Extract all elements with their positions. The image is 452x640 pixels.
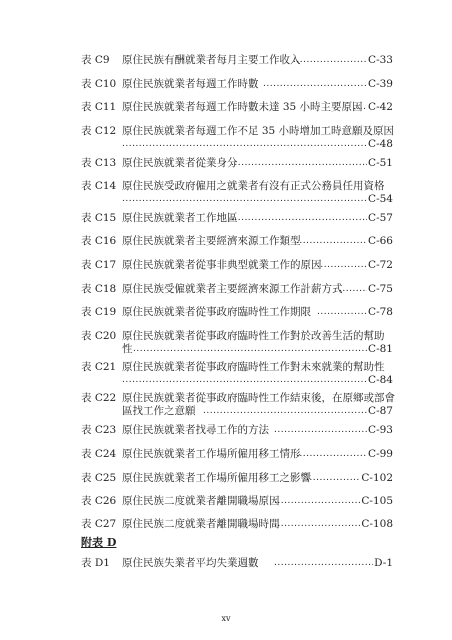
table-label: 表 C11 — [81, 101, 117, 113]
toc-entry[interactable] — [81, 330, 393, 356]
table-label: 表 C27 — [81, 518, 117, 530]
toc-entry[interactable] — [81, 259, 393, 272]
table-label: 表 C12 — [81, 125, 117, 137]
toc-entry[interactable] — [81, 472, 393, 485]
page-footer-number: xv — [221, 614, 231, 623]
table-title: 原住民族就業者從事政府臨時性工作結束後，在原鄉或部會 — [122, 392, 395, 404]
page-number: C-75 — [368, 283, 393, 295]
table-title: 原住民族二度就業者離開職場原因 — [122, 495, 280, 507]
page-number: C-81 — [368, 343, 393, 355]
page-number: C-57 — [368, 212, 393, 224]
toc-entry[interactable] — [81, 361, 393, 387]
page-number: D-1 — [374, 557, 393, 569]
table-title: 原住民族受政府僱用之就業者有沒有正式公務員任用資格 — [122, 180, 385, 192]
table-label: 表 C9 — [81, 54, 110, 66]
table-label: 表 C16 — [81, 235, 117, 247]
page-number: C-66 — [368, 235, 393, 247]
toc-entry[interactable] — [81, 392, 393, 418]
toc-entry[interactable] — [81, 235, 393, 248]
table-label: 表 C20 — [81, 330, 117, 342]
page-number: C-93 — [368, 424, 393, 436]
page-number: C-87 — [368, 405, 393, 417]
page-number: C-51 — [368, 157, 393, 169]
toc-entry[interactable] — [81, 306, 393, 319]
table-label: 表 C17 — [81, 259, 117, 271]
toc-entry[interactable] — [81, 54, 393, 67]
table-title: 原住民族就業者找尋工作的方法 — [122, 424, 269, 436]
toc-entry[interactable] — [81, 495, 393, 508]
page-number: C-48 — [368, 138, 393, 150]
toc-entry[interactable] — [81, 283, 393, 296]
toc-entry[interactable] — [81, 424, 393, 437]
page-number: C-105 — [361, 495, 393, 507]
table-label: 表 C18 — [81, 283, 117, 295]
page-number: C-54 — [368, 193, 393, 205]
table-title: 原住民族就業者每週工作時數 — [122, 78, 259, 90]
toc-entry[interactable] — [81, 448, 393, 461]
table-title: 原住民族就業者每週工作時數未達 35 小時主要原因 — [122, 101, 363, 113]
table-title: 原住民族就業者工作場所僱用移工之影響 — [122, 472, 311, 484]
page-number: C-39 — [368, 78, 393, 90]
table-title: 原住民族二度就業者離開職場時間 — [122, 518, 280, 530]
appendix-heading[interactable]: 附表 D — [81, 536, 117, 549]
page-number: C-78 — [368, 306, 393, 318]
table-label: 表 C19 — [81, 306, 117, 318]
table-label: 表 C24 — [81, 448, 117, 460]
table-title: 原住民族受僱就業者主要經濟來源工作計薪方式 — [122, 283, 343, 295]
table-label: 表 C14 — [81, 180, 117, 192]
table-title: 原住民族有酬就業者每月主要工作收入 — [122, 54, 301, 66]
toc-entry[interactable] — [81, 125, 393, 151]
table-label: 表 D1 — [81, 557, 110, 569]
table-title: 原住民族就業者從事非典型就業工作的原因 — [122, 259, 322, 271]
toc-entry[interactable] — [81, 180, 393, 206]
table-title: 原住民族就業者工作地區 — [122, 212, 238, 224]
table-label: 表 C10 — [81, 78, 117, 90]
table-title: 原住民族就業者從事政府臨時性工作對於改善生活的幫助 — [122, 330, 385, 342]
table-label: 表 C15 — [81, 212, 117, 224]
table-label: 表 C13 — [81, 157, 117, 169]
table-title: 原住民族失業者平均失業週數 — [122, 557, 259, 569]
toc-entry[interactable] — [81, 157, 393, 170]
table-label: 表 C23 — [81, 424, 117, 436]
table-title: 原住民族就業者工作場所僱用移工情形 — [122, 448, 301, 460]
page-number: C-99 — [368, 448, 393, 460]
table-title: 原住民族就業者每週工作不足 35 小時增加工時意願及原因 — [122, 125, 395, 137]
table-label: 表 C21 — [81, 361, 117, 373]
toc-entry[interactable] — [81, 101, 393, 114]
page-number: C-42 — [368, 101, 393, 113]
toc-entry[interactable] — [81, 518, 393, 531]
toc-entry[interactable] — [81, 212, 393, 225]
table-label: 表 C22 — [81, 392, 117, 404]
page-number: C-108 — [361, 518, 393, 530]
table-title-continued: 區找工作之意願 — [122, 405, 196, 417]
page-number: C-33 — [368, 54, 393, 66]
table-label: 表 C26 — [81, 495, 117, 507]
table-title: 原住民族就業者從事政府臨時性工作期限 — [122, 306, 311, 318]
table-title-continued: 性 — [122, 343, 133, 355]
page-number: C-72 — [368, 259, 393, 271]
table-title: 原住民族就業者從事政府臨時性工作對未來就業的幫助性 — [122, 361, 385, 373]
toc-entry[interactable] — [81, 78, 393, 91]
page-number: C-102 — [361, 472, 393, 484]
table-title: 原住民族就業者主要經濟來源工作類型 — [122, 235, 301, 247]
toc-entry[interactable] — [81, 557, 393, 570]
page-number: C-84 — [368, 374, 393, 386]
table-title: 原住民族就業者從業身分 — [122, 157, 238, 169]
table-label: 表 C25 — [81, 472, 117, 484]
